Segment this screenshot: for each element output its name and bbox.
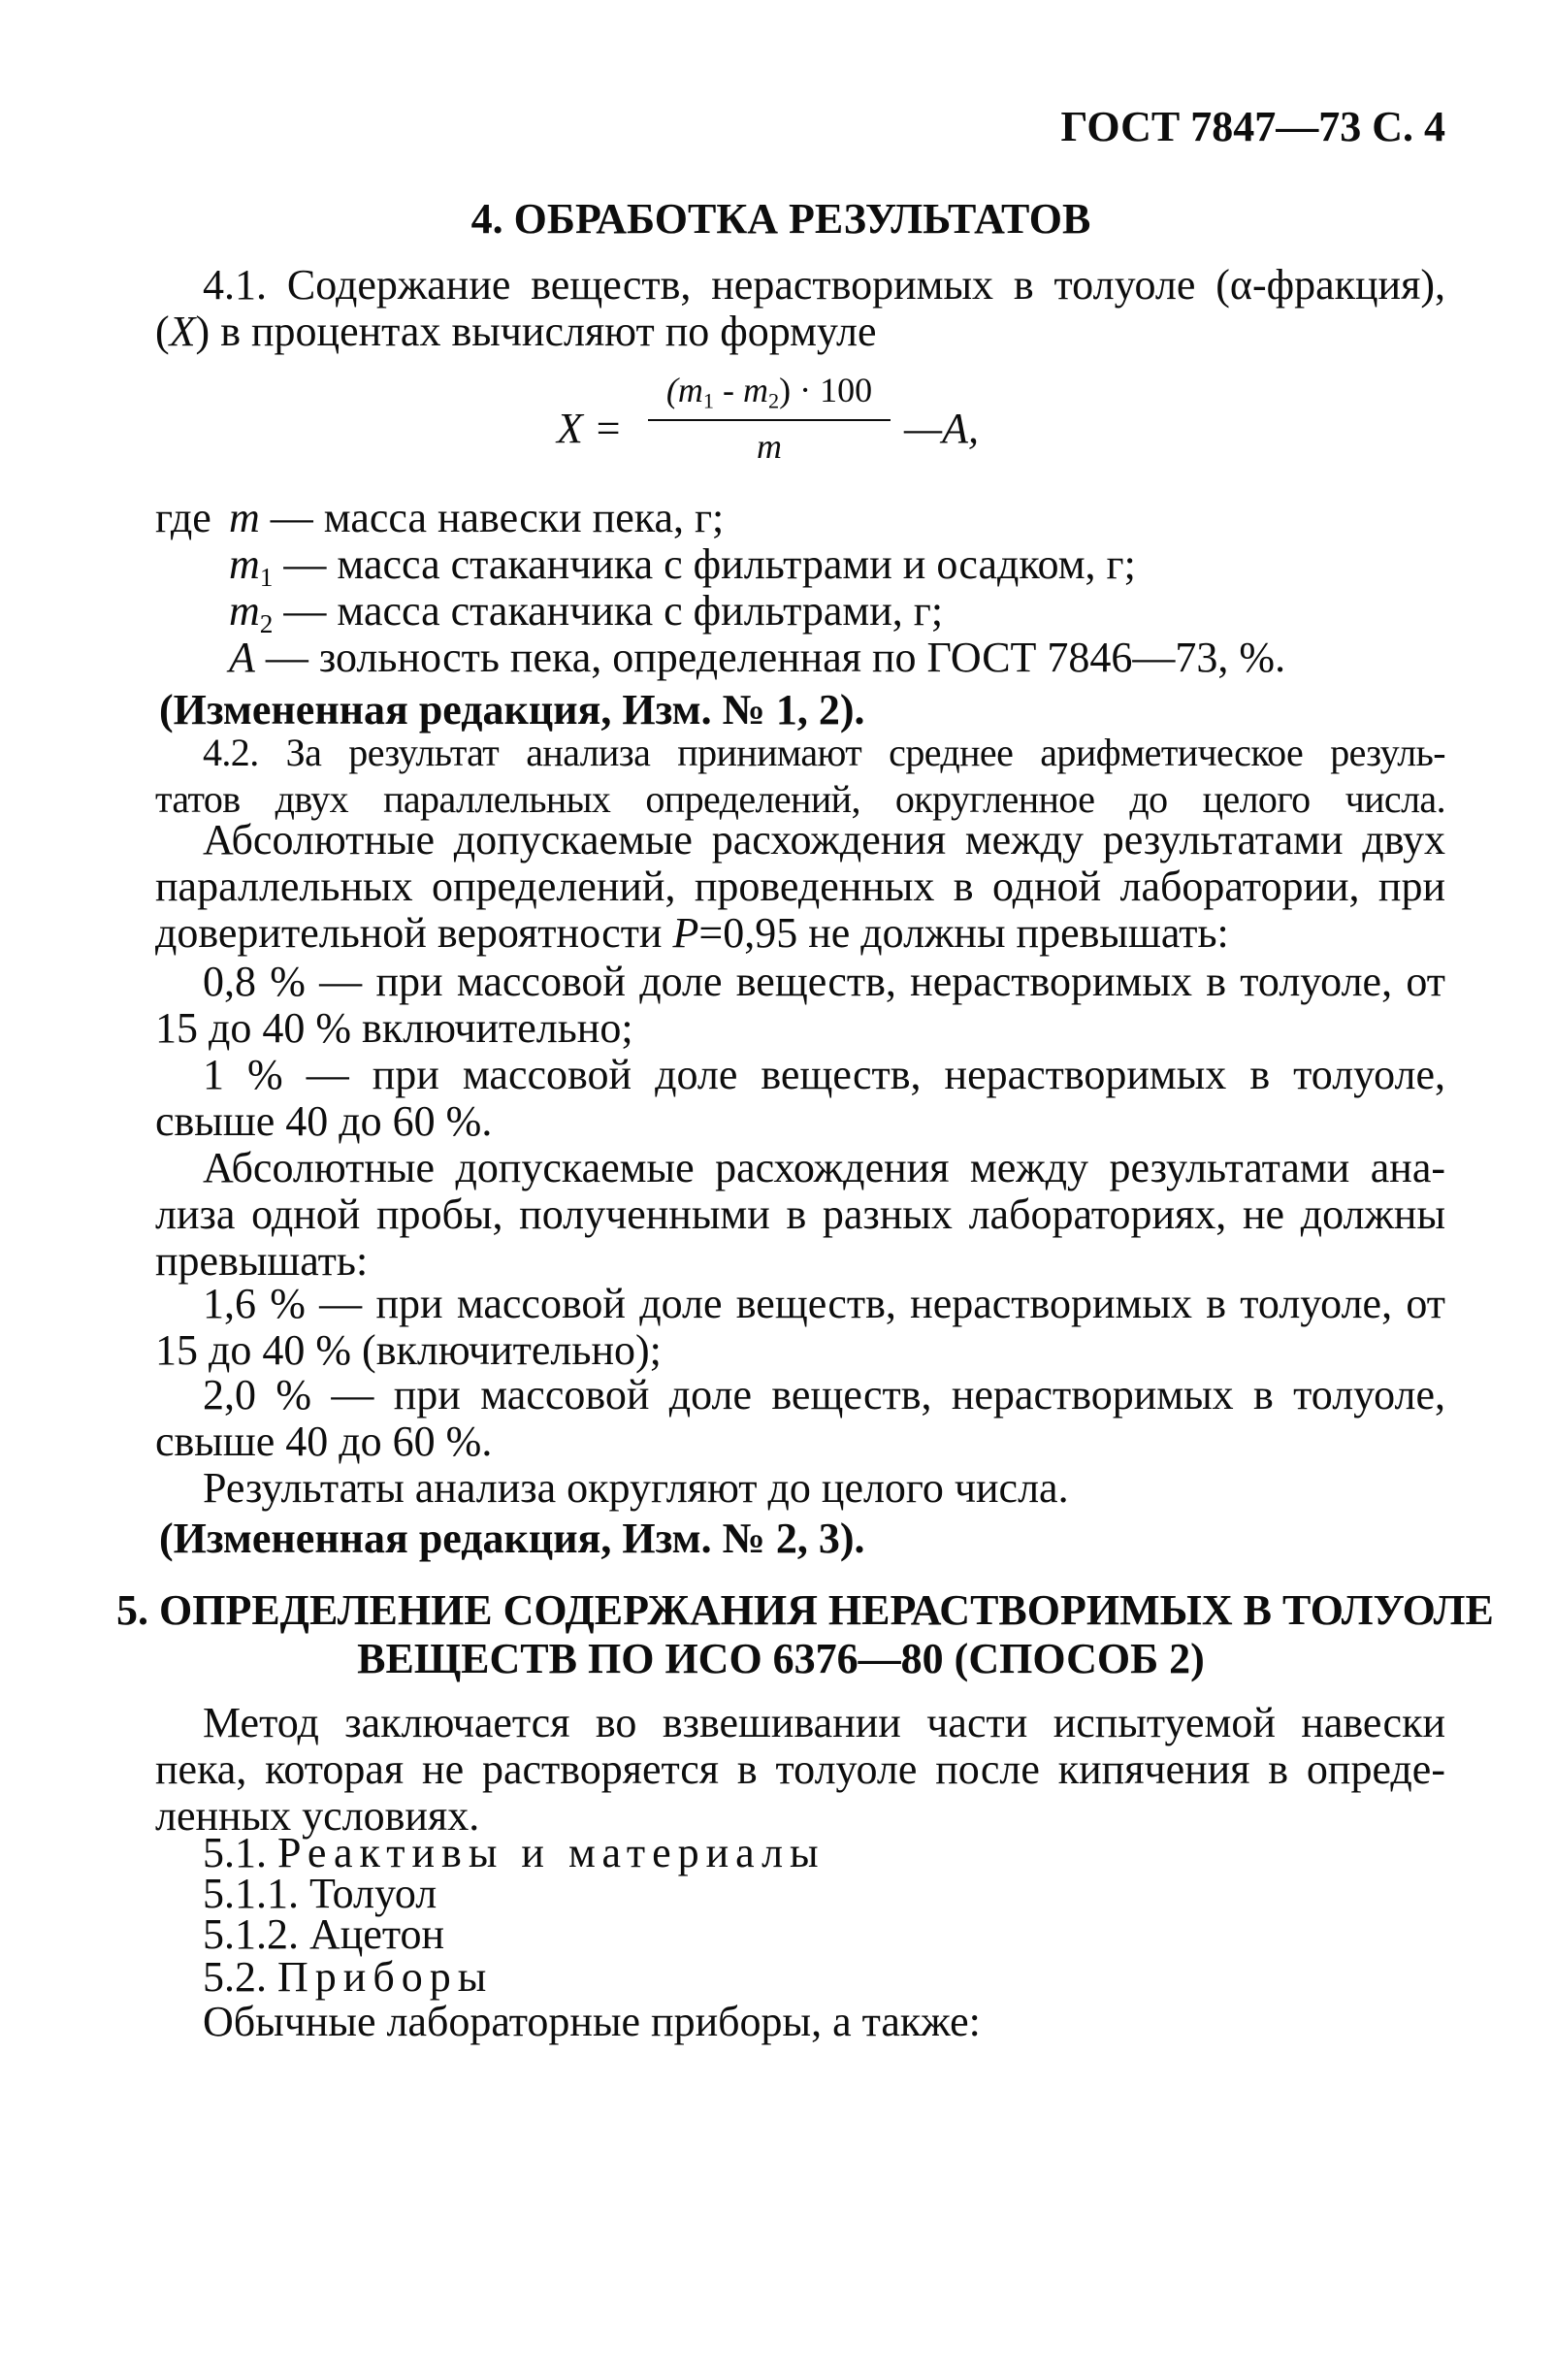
legend-row bbox=[229, 493, 724, 543]
formula-lhs: X = bbox=[557, 405, 623, 452]
variable-x: X bbox=[169, 308, 196, 355]
formula-fraction bbox=[648, 367, 891, 468]
item-5-1-2: 5.1.2. Ацетон bbox=[203, 1910, 445, 1958]
range-item-2-line-2: свыше 40 до 60 %. bbox=[155, 1097, 493, 1145]
formula-denominator: m bbox=[757, 427, 782, 466]
abs-tolerance-2-line-1: Абсолютные допускаемые расхождения между результатами ана- bbox=[203, 1144, 1445, 1191]
num-mid: - m bbox=[714, 371, 768, 409]
variable-p: P bbox=[672, 909, 699, 957]
abs-tolerance-1-line-2: параллельных определений, проведенных в одной лаборатории, при bbox=[155, 863, 1445, 910]
page-header: ГОСТ 7847—73 С. 4 bbox=[1060, 103, 1445, 150]
range-item-3-line-2: 15 до 40 % (включительно); bbox=[155, 1326, 662, 1374]
range-item-1-line-1: 0,8 % — при массовой доле веществ, нерастворимых в толуоле, от bbox=[203, 958, 1445, 1005]
legend-symbol: A bbox=[229, 634, 255, 681]
legend-description: — зольность пека, определенная по ГОСТ 7846—73, %. bbox=[254, 634, 1286, 681]
section-5-title-line-2: ВЕЩЕСТВ ПО ИСО 6376—80 (СПОСОБ 2) bbox=[357, 1635, 1205, 1682]
formula-numerator bbox=[648, 367, 891, 413]
formula-rhs: —A, bbox=[904, 405, 979, 452]
formula bbox=[557, 367, 1003, 483]
legend-description: — масса навески пека, г; bbox=[259, 494, 725, 541]
legend-description: — масса стаканчика с фильтрами и осадком, г; bbox=[273, 540, 1136, 588]
subsection-label: Реактивы и материалы bbox=[277, 1829, 826, 1876]
rounding-note: Результаты анализа округляют до целого числа. bbox=[203, 1464, 1069, 1512]
paragraph-4-1-line-1: 4.1. Содержание веществ, нерастворимых в толуоле (α-фракция), bbox=[203, 261, 1445, 309]
subsection-number: 5.2. bbox=[203, 1953, 277, 2001]
legend-symbol: m bbox=[229, 494, 260, 541]
instruments-intro: Обычные лабораторные приборы, а также: bbox=[203, 1998, 981, 2045]
num-sub-1: 1 bbox=[702, 388, 714, 413]
fraction-bar bbox=[648, 419, 891, 421]
range-item-2-line-1: 1 % — при массовой доле веществ, нерастворимых в толуоле, bbox=[203, 1051, 1445, 1098]
legend-symbol: m bbox=[229, 587, 260, 635]
range-item-4-line-2: свыше 40 до 60 %. bbox=[155, 1418, 493, 1465]
num-open: (m bbox=[665, 371, 703, 409]
amendment-note-2: (Измененная редакция, Изм. № 2, 3). bbox=[159, 1515, 865, 1562]
abs-tolerance-1-line-1: Абсолютные допускаемые расхождения между результатами двух bbox=[203, 816, 1445, 864]
section-5-title-line-1: 5. ОПРЕДЕЛЕНИЕ СОДЕРЖАНИЯ НЕРАСТВОРИМЫХ В ТОЛУОЛЕ bbox=[116, 1586, 1494, 1634]
num-close: ) · 100 bbox=[779, 371, 873, 409]
legend-where: где bbox=[155, 494, 211, 541]
legend-description: — масса стаканчика с фильтрами, г; bbox=[273, 587, 944, 635]
subsection-5-2 bbox=[203, 1952, 1445, 2003]
num-sub-2: 2 bbox=[768, 388, 780, 413]
range-item-3-line-1: 1,6 % — при массовой доле веществ, нерастворимых в толуоле, от bbox=[203, 1280, 1445, 1327]
item-5-1-1: 5.1.1. Толуол bbox=[203, 1870, 437, 1917]
method-line-3: ленных условиях. bbox=[155, 1792, 480, 1840]
subsection-label: Приборы bbox=[277, 1953, 494, 2001]
amendment-note-1: (Измененная редакция, Изм. № 1, 2). bbox=[159, 686, 865, 734]
paren: ( bbox=[155, 308, 170, 355]
range-item-1-line-2: 15 до 40 % включительно; bbox=[155, 1004, 633, 1052]
range-item-4-line-1: 2,0 % — при массовой доле веществ, нерастворимых в толуоле, bbox=[203, 1371, 1445, 1418]
paragraph-4-2-line-1: 4.2. За результат анализа принимают среднее арифметическое резуль- bbox=[203, 731, 1445, 774]
method-line-2: пека, которая не растворяется в толуоле после кипячения в опреде- bbox=[155, 1745, 1445, 1793]
legend-symbol: m bbox=[229, 540, 260, 588]
legend-row bbox=[229, 539, 1136, 593]
paragraph-4-1-line-2 bbox=[155, 307, 1445, 357]
paragraph-text: доверительной вероятности bbox=[155, 909, 673, 957]
paragraph-text: ) в процентах вычисляют по формуле bbox=[195, 308, 877, 355]
legend-row bbox=[229, 633, 1285, 683]
abs-tolerance-2-line-3: превышать: bbox=[155, 1237, 369, 1285]
paragraph-4-2-line-2: татов двух параллельных определений, округленное до целого числа. bbox=[155, 777, 1445, 821]
legend-subscript: 2 bbox=[259, 609, 274, 639]
method-line-1: Метод заключается во взвешивании части испытуемой навески bbox=[203, 1699, 1445, 1746]
section-4-title: 4. ОБРАБОТКА РЕЗУЛЬТАТОВ bbox=[470, 195, 1091, 243]
legend-row bbox=[229, 586, 944, 639]
abs-tolerance-2-line-2: лиза одной пробы, полученными в разных лабораториях, не должны bbox=[155, 1190, 1445, 1238]
paragraph-text: =0,95 не должны превышать: bbox=[698, 909, 1229, 957]
subsection-number: 5.1. bbox=[203, 1829, 277, 1876]
legend-subscript: 1 bbox=[259, 563, 274, 593]
abs-tolerance-1-line-3 bbox=[155, 908, 1445, 959]
